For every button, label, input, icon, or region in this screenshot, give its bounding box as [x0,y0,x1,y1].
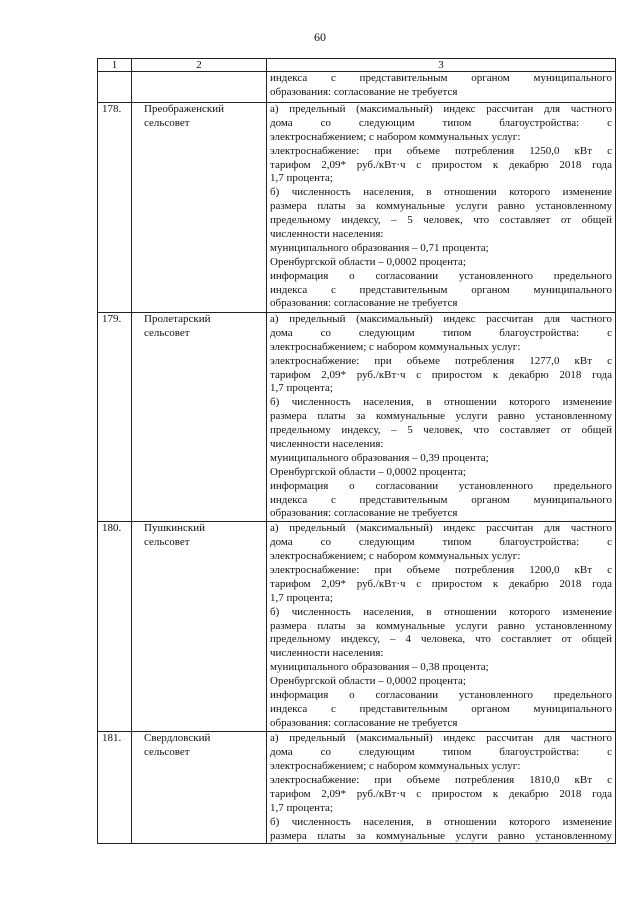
text-line: б) численность населения, в отношении которого изменение [270,815,612,828]
text-line: информация о согласовании установленного предельного [270,689,612,702]
text-line: электроснабжение: при объеме потребления 1200,0 кВт с [270,564,612,577]
text-line: б) численность населения, в отношении которого изменение [270,605,612,618]
text-line: электроснабжением; с набором коммунальных услуг: [270,340,521,353]
text-line: электроснабжение: при объеме потребления 1250,0 кВт с [270,144,612,157]
text-line: электроснабжением; с набором коммунальных услуг: [270,760,521,773]
row-number: 181. [98,732,132,844]
text-line: 1,7 процента; [270,172,333,185]
text-line: предельному индексу, – 5 человек, что составляет от общей [270,424,612,437]
text-line: размера платы за коммунальные услуги равно установленному [270,619,612,632]
text-line: дома со следующим типом благоустройства: с [270,326,612,339]
text-line: индекса с представительным органом муниципального [270,702,612,715]
table-row [98,103,616,313]
municipality-name [132,522,267,732]
text-line: предельному индексу, – 4 человека, что составляет от общей [270,633,612,646]
continuation-row [98,72,616,103]
header-row [98,59,616,72]
text-line: информация о согласовании установленного предельного [270,269,612,282]
text-line: б) численность населения, в отношении которого изменение [270,186,612,199]
continuation-text-cell [267,72,616,103]
index-description [267,732,616,844]
municipality-name-line: Свердловский [144,732,211,745]
text-line: тарифом 2,09* руб./кВт·ч с приростом к декабрю 2018 года [270,158,612,171]
text-line: электроснабжением; с набором коммунальных услуг: [270,550,521,563]
table-row [98,522,616,732]
municipality-name-line: сельсовет [144,116,190,129]
text-line: тарифом 2,09* руб./кВт·ч с приростом к декабрю 2018 года [270,787,612,800]
municipality-name [132,732,267,844]
text-line: Оренбургской области – 0,0002 процента; [270,675,466,688]
text-line: образования: согласование не требуется [270,716,458,729]
index-description [267,313,616,522]
text-line: индекса с представительным органом муниципального [270,493,612,506]
text-line: размера платы за коммунальные услуги равно установленному [270,200,612,213]
table-row [98,313,616,522]
text-line: дома со следующим типом благоустройства: с [270,536,612,549]
text-line: муниципального образования – 0,38 процента; [270,661,489,674]
municipality-name-line: сельсовет [144,536,190,549]
header-col-2: 2 [132,59,267,72]
municipality-name-line: сельсовет [144,326,190,339]
text-line: 1,7 процента; [270,801,333,814]
text-line: размера платы за коммунальные услуги равно установленному [270,410,612,423]
row-number: 179. [98,313,132,522]
header-col-3: 3 [267,59,616,72]
text-line: информация о согласовании установленного предельного [270,479,612,492]
text-line: образования: согласование не требуется [270,85,458,98]
text-line: индекса с представительным органом муниципального [270,72,612,84]
text-line: предельному индексу, – 5 человек, что составляет от общей [270,214,612,227]
text-line: электроснабжение: при объеме потребления 1810,0 кВт с [270,774,612,787]
text-line: муниципального образования – 0,71 процента; [270,241,489,254]
index-description [267,522,616,732]
text-line: электроснабжением; с набором коммунальных услуг: [270,130,521,143]
municipality-name [132,103,267,313]
text-line: а) предельный (максимальный) индекс рассчитан для частного [270,522,612,535]
row-number: 178. [98,103,132,313]
text-line: численности населения: [270,228,384,241]
text-line: муниципального образования – 0,39 процента; [270,451,489,464]
text-line: электроснабжение: при объеме потребления 1277,0 кВт с [270,354,612,367]
text-line: 1,7 процента; [270,382,333,395]
table-row [98,732,616,844]
text-line: тарифом 2,09* руб./кВт·ч с приростом к декабрю 2018 года [270,577,612,590]
text-line: образования: согласование не требуется [270,507,458,520]
text-line: дома со следующим типом благоустройства: с [270,116,612,129]
text-line: численности населения: [270,647,384,660]
text-line: Оренбургской области – 0,0002 процента; [270,465,466,478]
row-number: 180. [98,522,132,732]
index-table [97,58,616,844]
text-line: дома со следующим типом благоустройства: с [270,746,612,759]
page-number: 60 [314,30,326,44]
municipality-name [132,313,267,522]
municipality-name-line: сельсовет [144,746,190,759]
municipality-name-line: Пушкинский [144,522,206,535]
text-line: б) численность населения, в отношении которого изменение [270,396,612,409]
continuation-num-cell [98,72,132,103]
continuation-name-cell [132,72,267,103]
municipality-name-line: Пролетарский [144,313,211,325]
text-line: размера платы за коммунальные услуги равно установленному [270,829,612,842]
text-line: индекса с представительным органом муниципального [270,283,612,296]
text-line: численности населения: [270,438,384,451]
index-description [267,103,616,313]
text-line: тарифом 2,09* руб./кВт·ч с приростом к декабрю 2018 года [270,368,612,381]
municipality-name-line: Преображенский [144,103,225,115]
text-line: 1,7 процента; [270,591,333,604]
header-col-1: 1 [98,59,132,72]
text-line: образования: согласование не требуется [270,297,458,310]
text-line: а) предельный (максимальный) индекс рассчитан для частного [270,313,612,325]
text-line: а) предельный (максимальный) индекс рассчитан для частного [270,732,612,745]
text-line: а) предельный (максимальный) индекс рассчитан для частного [270,103,612,115]
text-line: Оренбургской области – 0,0002 процента; [270,255,466,268]
